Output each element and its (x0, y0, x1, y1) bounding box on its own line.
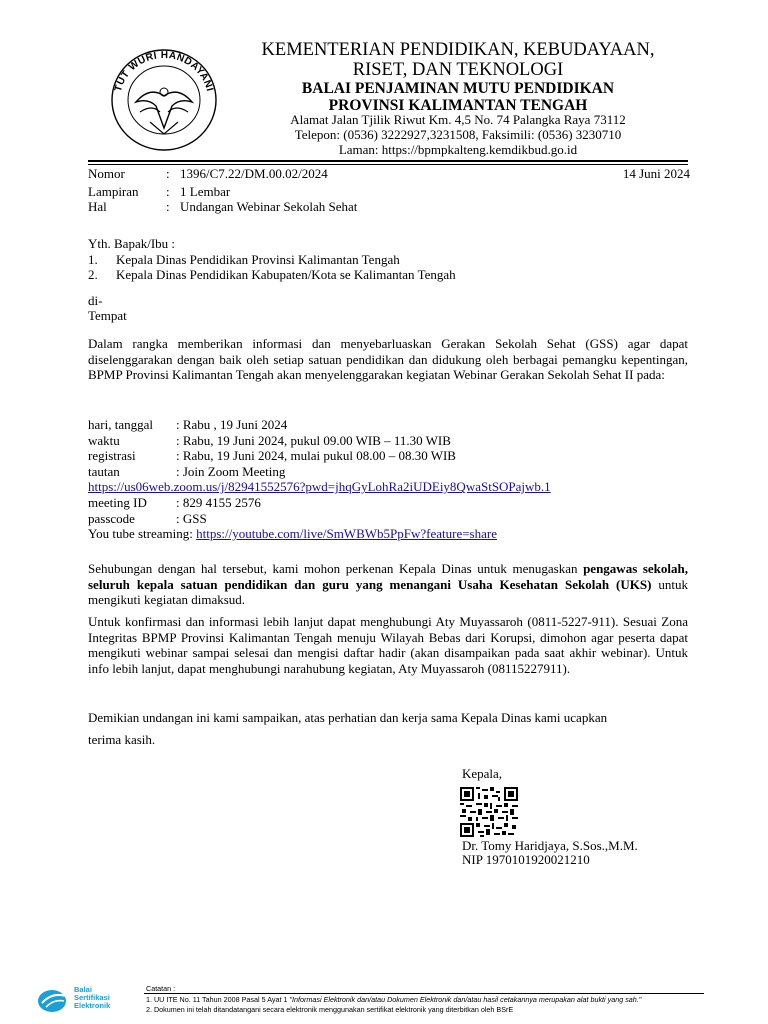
recipient-block (88, 236, 698, 324)
ministry-line-2: RISET, DAN TEKNOLOGI (352, 60, 564, 80)
list-number: 2. (88, 267, 98, 283)
list-number: 1. (88, 251, 98, 267)
colon: : (166, 184, 170, 199)
meeting-id-label: meeting ID (88, 494, 147, 510)
hal-label: Hal (88, 199, 107, 214)
bsre-logo (36, 986, 136, 1014)
waktu-label: waktu (88, 432, 120, 448)
note1-lead: 1. UU ITE No. 11 Tahun 2008 Pasal 5 Ayat 1 (146, 995, 290, 1004)
nomor-label: Nomor (88, 166, 125, 181)
hari-value: : Rabu , 19 Juni 2024 (176, 417, 288, 432)
passcode-label: passcode (88, 510, 135, 526)
lampiran-value: 1 Lembar (180, 184, 231, 199)
paragraph-closing-1: Demikian undangan ini kami sampaikan, atas perhatian dan kerja sama Kepala Dinas kami ucapkan (88, 710, 608, 725)
bsre-line-3: Elektronik (74, 1001, 111, 1010)
paragraph-contact: Untuk konfirmasi dan informasi lebih lanjut dapat menghubungi Aty Muyassaroh (0811-5227-911). Sesuai Zona Integritas BPMP Provinsi Kalimantan Tengah menuju Wilayah Bebas dari Korupsi, dimohon agar peserta dapat mengikuti webinar sampai selesai dan mengisi daftar hadir (akan disampaikan pada saat akhir webinar). Untuk info lebih lanjut, dapat menghubungi narahubung kegiatan, Aty Muyassaroh (08115227911). (88, 614, 688, 676)
office-website: Laman: https://bpmpkalteng.kemdikbud.go.id (338, 142, 578, 157)
bsre-line-1: Balai (74, 985, 92, 994)
recipient-greeting: Yth. Bapak/Ibu : (88, 236, 176, 251)
lampiran-label: Lampiran (88, 184, 139, 199)
office-contact (232, 112, 684, 157)
office-line-2: PROVINSI KALIMANTAN TENGAH (328, 97, 588, 114)
office-line-1: BALAI PENJAMINAN MUTU PENDIDIKAN (301, 80, 615, 97)
office-address: Alamat Jalan Tjilik Riwut Km. 4,5 No. 74 Palangka Raya 73112 (290, 112, 626, 127)
colon: : (166, 199, 170, 214)
office-phone: Telepon: (0536) 3222927,3231508, Faksimili: (0536) 3230710 (294, 127, 622, 142)
note1-quote: "Informasi Elektronik dan/atau Dokumen Elektronik dan/atau hasil cetakannya merupakan alat bukti yang sah." (289, 995, 642, 1004)
letter-meta (88, 166, 357, 214)
header-rule-thick (88, 160, 688, 162)
youtube-label: You tube streaming: (88, 526, 197, 542)
colon: : (166, 166, 170, 181)
youtube-link[interactable]: https://youtube.com/live/SmWBWb5PpFw?feature=share (196, 526, 497, 542)
tautan-value: : Join Zoom Meeting (176, 463, 286, 479)
hari-label: hari, tanggal (88, 417, 153, 432)
signature-title: Kepala, (462, 766, 503, 781)
svg-text:TUT WURI HANDAYANI: TUT WURI HANDAYANI (112, 49, 216, 93)
list-item (88, 267, 698, 283)
paragraph-intro: Dalam rangka memberikan informasi dan menyebarluaskan Gerakan Sekolah Sehat (GSS) agar dapat diselenggarakan dengan baik oleh setiap satuan pendidikan dan didukung oleh berbagai pemangku kepentingan, BPMP Provinsi Kalimantan Tengah akan menyelenggarakan kegiatan Webinar Gerakan Sekolah Sehat II pada: (88, 336, 688, 383)
recipient-list (88, 252, 698, 283)
recipient-di: di- (88, 292, 103, 308)
request-lead: Sehubungan dengan hal tersebut, kami mohon perkenan Kepala Dinas untuk menugaskan (88, 561, 584, 576)
event-details (88, 417, 698, 542)
signatory-nip: NIP 197010192002121​0 (462, 852, 590, 867)
bsre-line-2: Sertifikasi (74, 993, 110, 1002)
paragraph-closing-2: terima kasih. (88, 732, 156, 747)
ministry-line-1: KEMENTERIAN PENDIDIKAN, KEBUDAYAAN, (261, 40, 655, 60)
tut-wuri-handayani-logo (100, 42, 228, 152)
request-bold: pengawas sekolah, seluruh kepala satuan pendidikan dan guru yang menangani Usaha Kesehatan Sekolah (UKS) (88, 561, 688, 592)
office-name (232, 80, 684, 114)
qr-code-icon (460, 787, 518, 837)
header-rule-thin (88, 164, 688, 165)
registrasi-label: registrasi (88, 448, 136, 464)
hal-value: Undangan Webinar Sekolah Sehat (180, 199, 358, 214)
footer-rule (144, 993, 704, 994)
request-tail: untuk mengikuti kegiatan dimaksud. (88, 576, 688, 608)
footer-note-1 (146, 995, 641, 1004)
list-text: Kepala Dinas Pendidikan Kabupaten/Kota se Kalimantan Tengah (116, 267, 456, 283)
tautan-label: tautan (88, 463, 120, 479)
list-text: Kepala Dinas Pendidikan Provinsi Kalimantan Tengah (116, 251, 400, 267)
registrasi-value: : Rabu, 19 Juni 2024, mulai pukul 08.00 – 08.30 WIB (176, 448, 456, 464)
meeting-id-value: : 829 4155 2576 (176, 494, 261, 510)
waktu-value: : Rabu, 19 Juni 2024, pukul 09.00 WIB – 11.30 WIB (176, 432, 451, 448)
zoom-link[interactable]: https://us06web.zoom.us/j/82941552576?pwd=jhqGyLohRa2iUDEiy8QwaStSOPajwb.1 (88, 479, 551, 495)
footer-catatan: Catatan : (146, 984, 176, 993)
footer-note-2: 2. Dokumen ini telah ditandatangani secara elektronik menggunakan sertifikat elektronik yang diterbitkan oleh BSrE (146, 1005, 514, 1014)
nomor-value: 1396/C7.22/DM.00.02/2024 (180, 166, 328, 181)
letter-date: 14 Juni 2024 (622, 166, 690, 181)
list-item (88, 252, 698, 268)
bsre-emblem-icon (36, 986, 70, 1014)
recipient-tempat: Tempat (88, 308, 127, 324)
passcode-value: : GSS (176, 510, 207, 526)
signatory-name: Dr. Tomy Haridjaya, S.Sos.,M.M. (462, 838, 638, 853)
paragraph-request (88, 561, 688, 608)
ministry-name (228, 40, 688, 80)
